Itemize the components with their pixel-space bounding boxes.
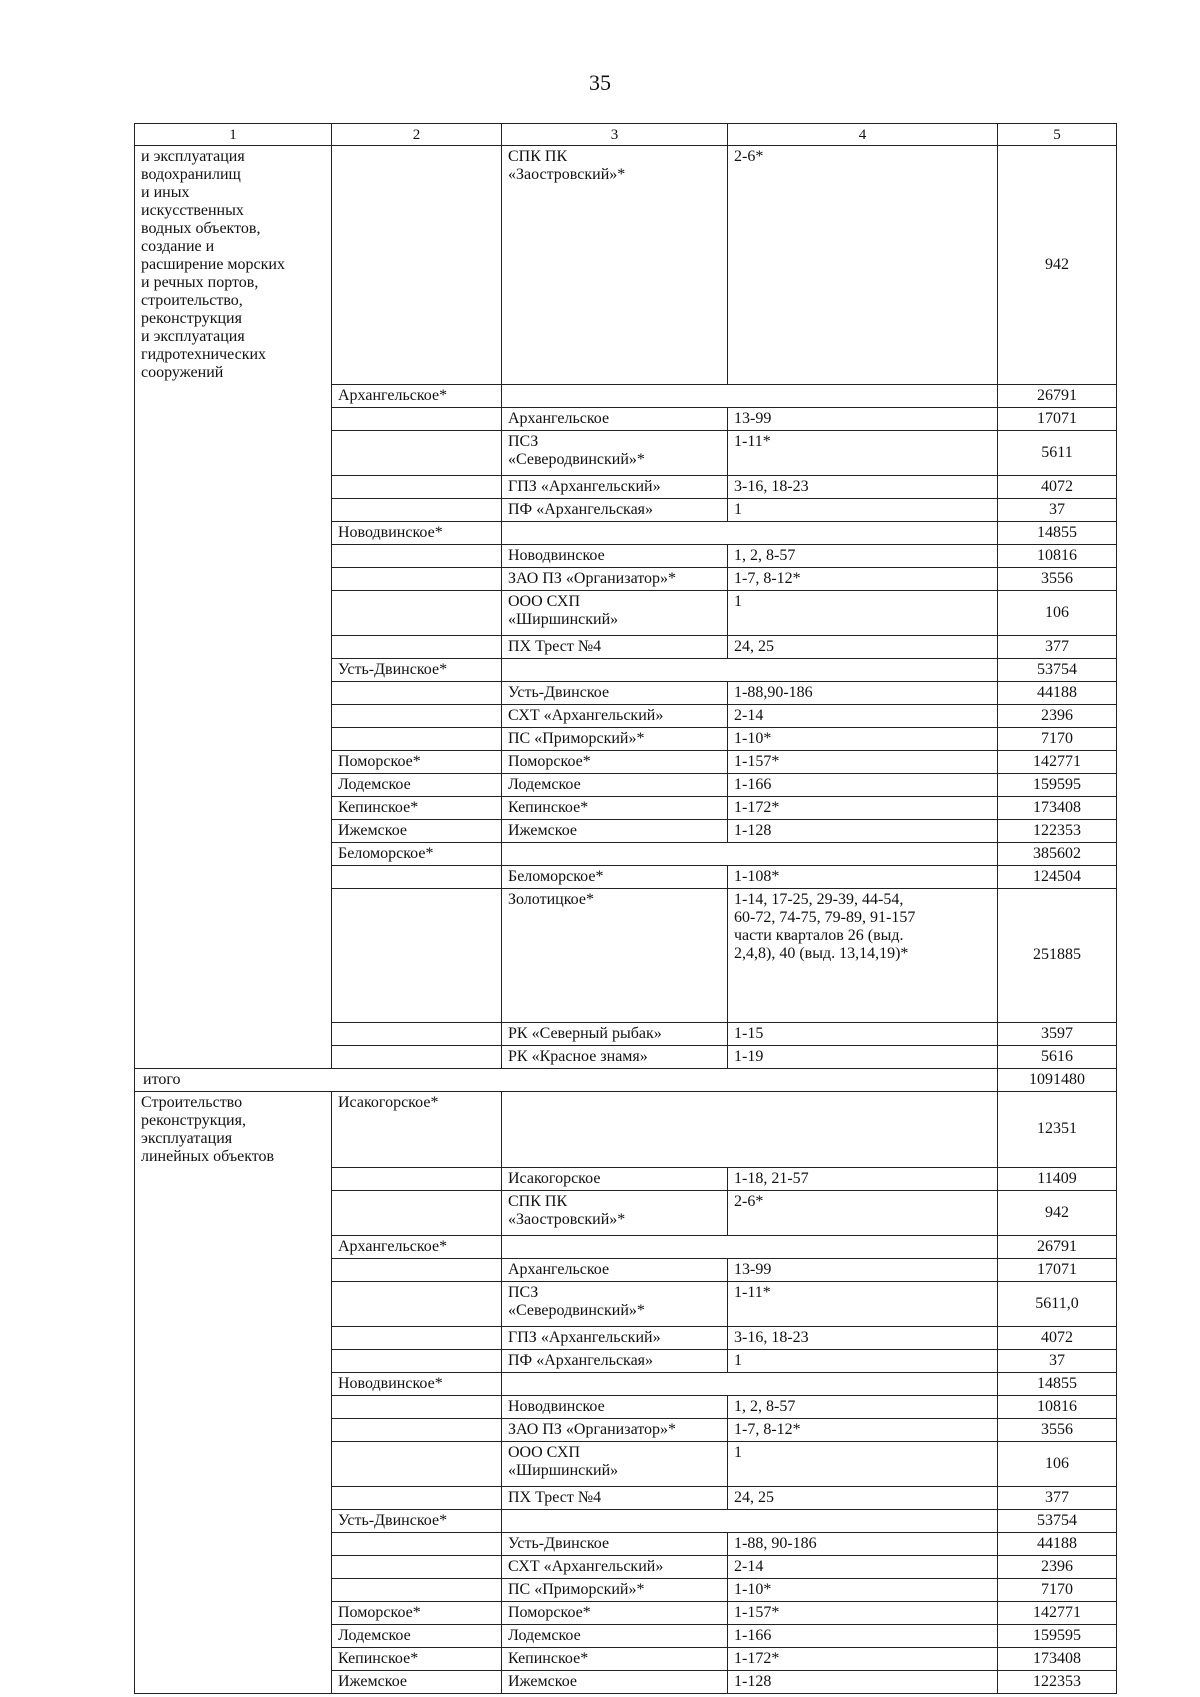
table-row xyxy=(135,1373,1117,1396)
municipality-cell: Усть-Двинское* xyxy=(332,1510,502,1533)
table-row xyxy=(135,819,1117,842)
table-row xyxy=(135,1602,1117,1625)
column-header-5: 5 xyxy=(998,124,1117,146)
purpose-cell xyxy=(135,635,332,658)
area-cell: 3556 xyxy=(998,567,1117,590)
table-row xyxy=(135,727,1117,750)
quarters-cell: 1-7, 8-12* xyxy=(728,567,998,590)
purpose-cell xyxy=(135,544,332,567)
municipality-cell: Новодвинское* xyxy=(332,521,502,544)
forestry-cell: Архангельское xyxy=(502,1259,728,1282)
municipality-cell xyxy=(332,498,502,521)
table-row xyxy=(135,1236,1117,1259)
quarters-cell: 1-11* xyxy=(728,1282,998,1327)
table-row xyxy=(135,475,1117,498)
area-cell: 17071 xyxy=(998,1259,1117,1282)
table-row xyxy=(135,1022,1117,1045)
forestry-cell: ООО СХП «Ширшинский» xyxy=(502,590,728,635)
area-cell: 3556 xyxy=(998,1419,1117,1442)
purpose-cell xyxy=(135,567,332,590)
municipality-cell xyxy=(332,635,502,658)
table-row xyxy=(135,1396,1117,1419)
quarters-cell: 1-172* xyxy=(728,1648,998,1671)
table-row xyxy=(135,544,1117,567)
area-cell: 5616 xyxy=(998,1045,1117,1068)
purpose-cell xyxy=(135,1327,332,1350)
table-row xyxy=(135,865,1117,888)
table-row xyxy=(135,407,1117,430)
forestry-cell: Новодвинское xyxy=(502,1396,728,1419)
municipality-cell xyxy=(332,727,502,750)
purpose-cell xyxy=(135,1191,332,1236)
municipality-cell: Поморское* xyxy=(332,1602,502,1625)
table-row xyxy=(135,1259,1117,1282)
purpose-cell xyxy=(135,521,332,544)
column-header-3: 3 xyxy=(502,124,728,146)
purpose-cell xyxy=(135,1396,332,1419)
area-cell: 12351 xyxy=(998,1091,1117,1168)
forestry-cell: Беломорское* xyxy=(502,865,728,888)
municipality-cell xyxy=(332,430,502,475)
municipality-cell xyxy=(332,1419,502,1442)
purpose-cell xyxy=(135,475,332,498)
purpose-cell xyxy=(135,1259,332,1282)
purpose-cell xyxy=(135,1419,332,1442)
quarters-cell: 2-14 xyxy=(728,704,998,727)
quarters-cell: 1-128 xyxy=(728,1671,998,1694)
quarters-cell: 24, 25 xyxy=(728,635,998,658)
area-cell: 10816 xyxy=(998,1396,1117,1419)
purpose-cell xyxy=(135,1022,332,1045)
area-cell: 2396 xyxy=(998,1556,1117,1579)
quarters-cell: 13-99 xyxy=(728,407,998,430)
area-cell: 26791 xyxy=(998,384,1117,407)
merged-empty-cell xyxy=(502,1091,998,1168)
purpose-cell xyxy=(135,1442,332,1487)
area-cell: 53754 xyxy=(998,658,1117,681)
area-cell: 7170 xyxy=(998,727,1117,750)
quarters-cell: 1-172* xyxy=(728,796,998,819)
purpose-cell xyxy=(135,704,332,727)
table-row xyxy=(135,773,1117,796)
quarters-cell: 1-128 xyxy=(728,819,998,842)
municipality-cell: Беломорское* xyxy=(332,842,502,865)
municipality-cell xyxy=(332,1442,502,1487)
municipality-cell xyxy=(332,1327,502,1350)
quarters-cell: 24, 25 xyxy=(728,1487,998,1510)
table-row xyxy=(135,1625,1117,1648)
table-row xyxy=(135,1533,1117,1556)
area-cell: 37 xyxy=(998,498,1117,521)
quarters-cell: 1, 2, 8-57 xyxy=(728,544,998,567)
quarters-cell: 1-19 xyxy=(728,1045,998,1068)
forestry-cell: Усть-Двинское xyxy=(502,1533,728,1556)
forestry-cell: ЗАО ПЗ «Организатор»* xyxy=(502,567,728,590)
area-cell: 942 xyxy=(998,1191,1117,1236)
purpose-cell xyxy=(135,498,332,521)
municipality-cell xyxy=(332,888,502,1022)
purpose-cell xyxy=(135,1510,332,1533)
area-cell: 377 xyxy=(998,1487,1117,1510)
area-cell: 10816 xyxy=(998,544,1117,567)
area-cell: 385602 xyxy=(998,842,1117,865)
municipality-cell: Лодемское xyxy=(332,773,502,796)
purpose-cell xyxy=(135,1671,332,1694)
quarters-cell: 1-10* xyxy=(728,1579,998,1602)
forestry-cell: Ижемское xyxy=(502,819,728,842)
quarters-cell: 1 xyxy=(728,590,998,635)
forestry-cell: Новодвинское xyxy=(502,544,728,567)
purpose-cell xyxy=(135,819,332,842)
table-row xyxy=(135,842,1117,865)
table-row xyxy=(135,658,1117,681)
purpose-cell xyxy=(135,796,332,819)
quarters-cell: 1 xyxy=(728,1442,998,1487)
purpose-cell xyxy=(135,658,332,681)
area-cell: 3597 xyxy=(998,1022,1117,1045)
purpose-cell: Строительство реконструкция, эксплуатация линейных объектов xyxy=(135,1091,332,1168)
municipality-cell xyxy=(332,1259,502,1282)
purpose-cell xyxy=(135,590,332,635)
merged-empty-cell xyxy=(502,842,998,865)
forestry-cell: СПК ПК «Заостровский»* xyxy=(502,1191,728,1236)
quarters-cell: 1-157* xyxy=(728,1602,998,1625)
municipality-cell xyxy=(332,1579,502,1602)
table-row xyxy=(135,1419,1117,1442)
area-cell: 124504 xyxy=(998,865,1117,888)
quarters-cell: 1-88, 90-186 xyxy=(728,1533,998,1556)
forestry-cell: ПХ Трест №4 xyxy=(502,635,728,658)
area-cell: 53754 xyxy=(998,1510,1117,1533)
total-row xyxy=(135,1068,1117,1091)
table-row xyxy=(135,521,1117,544)
quarters-cell: 3-16, 18-23 xyxy=(728,1327,998,1350)
table-row xyxy=(135,567,1117,590)
area-cell: 122353 xyxy=(998,819,1117,842)
municipality-cell: Лодемское xyxy=(332,1625,502,1648)
quarters-cell: 1-18, 21-57 xyxy=(728,1168,998,1191)
municipality-cell xyxy=(332,1282,502,1327)
merged-empty-cell xyxy=(502,384,998,407)
forestry-cell: ЗАО ПЗ «Организатор»* xyxy=(502,1419,728,1442)
area-cell: 173408 xyxy=(998,1648,1117,1671)
area-cell: 122353 xyxy=(998,1671,1117,1694)
purpose-cell: и эксплуатация водохранилищ и иных искусственных водных объектов, создание и расширение морских и речных портов, строительство, реконструкция и эксплуатация гидротехнических сооружений xyxy=(135,146,332,385)
purpose-cell xyxy=(135,1625,332,1648)
forestry-cell: Исакогорское xyxy=(502,1168,728,1191)
table-row xyxy=(135,750,1117,773)
forestry-cell: СХТ «Архангельский» xyxy=(502,1556,728,1579)
forestry-cell: ПФ «Архангельская» xyxy=(502,1350,728,1373)
purpose-cell xyxy=(135,384,332,407)
municipality-cell: Ижемское xyxy=(332,819,502,842)
area-cell: 251885 xyxy=(998,888,1117,1022)
forestry-cell: Усть-Двинское xyxy=(502,681,728,704)
table-row xyxy=(135,384,1117,407)
table-row xyxy=(135,1487,1117,1510)
total-label: итого xyxy=(135,1068,998,1091)
quarters-cell: 1 xyxy=(728,1350,998,1373)
area-cell: 7170 xyxy=(998,1579,1117,1602)
column-header-4: 4 xyxy=(728,124,998,146)
table-row xyxy=(135,681,1117,704)
table-row xyxy=(135,1350,1117,1373)
column-header-1: 1 xyxy=(135,124,332,146)
forestry-cell: Кепинское* xyxy=(502,796,728,819)
municipality-cell xyxy=(332,407,502,430)
municipality-cell xyxy=(332,1168,502,1191)
quarters-cell: 1-7, 8-12* xyxy=(728,1419,998,1442)
municipality-cell xyxy=(332,1045,502,1068)
quarters-cell: 3-16, 18-23 xyxy=(728,475,998,498)
merged-empty-cell xyxy=(502,1373,998,1396)
municipality-cell xyxy=(332,1556,502,1579)
table-row xyxy=(135,1282,1117,1327)
quarters-cell: 1-14, 17-25, 29-39, 44-54, 60-72, 74-75, 79-89, 91-157 части кварталов 26 (выд. 2,4,8), 40 (выд. 13,14,19)* xyxy=(728,888,998,1022)
merged-empty-cell xyxy=(502,521,998,544)
total-value: 1091480 xyxy=(998,1068,1117,1091)
municipality-cell xyxy=(332,681,502,704)
purpose-cell xyxy=(135,430,332,475)
municipality-cell xyxy=(332,1191,502,1236)
quarters-cell: 1-166 xyxy=(728,773,998,796)
purpose-cell xyxy=(135,865,332,888)
forestry-cell: ПФ «Архангельская» xyxy=(502,498,728,521)
municipality-cell: Кепинское* xyxy=(332,1648,502,1671)
quarters-cell: 1-10* xyxy=(728,727,998,750)
area-cell: 5611,0 xyxy=(998,1282,1117,1327)
table-row xyxy=(135,590,1117,635)
area-cell: 37 xyxy=(998,1350,1117,1373)
table-row xyxy=(135,498,1117,521)
forestry-cell: ПХ Трест №4 xyxy=(502,1487,728,1510)
purpose-cell xyxy=(135,681,332,704)
forestry-cell: ООО СХП «Ширшинский» xyxy=(502,1442,728,1487)
table-row xyxy=(135,1045,1117,1068)
area-cell: 159595 xyxy=(998,1625,1117,1648)
forestry-cell: ПС «Приморский»* xyxy=(502,727,728,750)
merged-empty-cell xyxy=(502,1510,998,1533)
purpose-cell xyxy=(135,1045,332,1068)
municipality-cell xyxy=(332,1396,502,1419)
purpose-cell xyxy=(135,1282,332,1327)
table-row xyxy=(135,1556,1117,1579)
purpose-cell xyxy=(135,1350,332,1373)
merged-empty-cell xyxy=(502,1236,998,1259)
quarters-cell: 1-15 xyxy=(728,1022,998,1045)
area-cell: 377 xyxy=(998,635,1117,658)
forestry-cell: ПС «Приморский»* xyxy=(502,1579,728,1602)
table-row xyxy=(135,1442,1117,1487)
purpose-cell xyxy=(135,407,332,430)
municipality-cell xyxy=(332,704,502,727)
municipality-cell: Поморское* xyxy=(332,750,502,773)
purpose-cell xyxy=(135,888,332,1022)
municipality-cell: Ижемское xyxy=(332,1671,502,1694)
purpose-cell xyxy=(135,842,332,865)
area-cell: 142771 xyxy=(998,750,1117,773)
forestry-cell: Золотицкое* xyxy=(502,888,728,1022)
purpose-cell xyxy=(135,1533,332,1556)
municipality-cell xyxy=(332,146,502,385)
quarters-cell: 1, 2, 8-57 xyxy=(728,1396,998,1419)
area-cell: 5611 xyxy=(998,430,1117,475)
purpose-cell xyxy=(135,1648,332,1671)
table-row xyxy=(135,888,1117,1022)
table-body xyxy=(135,124,1117,1694)
forestry-cell: РК «Северный рыбак» xyxy=(502,1022,728,1045)
municipality-cell xyxy=(332,475,502,498)
merged-empty-cell xyxy=(502,658,998,681)
area-cell: 106 xyxy=(998,1442,1117,1487)
table-row xyxy=(135,1191,1117,1236)
forestry-cell: ГПЗ «Архангельский» xyxy=(502,1327,728,1350)
area-cell: 44188 xyxy=(998,1533,1117,1556)
municipality-cell: Исакогорское* xyxy=(332,1091,502,1168)
quarters-cell: 13-99 xyxy=(728,1259,998,1282)
area-cell: 4072 xyxy=(998,475,1117,498)
area-cell: 17071 xyxy=(998,407,1117,430)
table-row xyxy=(135,704,1117,727)
quarters-cell: 1-88,90-186 xyxy=(728,681,998,704)
table-row xyxy=(135,796,1117,819)
column-header-2: 2 xyxy=(332,124,502,146)
area-cell: 14855 xyxy=(998,521,1117,544)
municipality-cell xyxy=(332,1487,502,1510)
forestry-cell: Лодемское xyxy=(502,773,728,796)
table-row xyxy=(135,1168,1117,1191)
area-cell: 173408 xyxy=(998,796,1117,819)
quarters-cell: 1-11* xyxy=(728,430,998,475)
forestry-cell: СПК ПК «Заостровский»* xyxy=(502,146,728,385)
municipality-cell: Архангельское* xyxy=(332,384,502,407)
municipality-cell xyxy=(332,1350,502,1373)
purpose-cell xyxy=(135,1602,332,1625)
municipality-cell xyxy=(332,865,502,888)
purpose-cell xyxy=(135,1236,332,1259)
table-row xyxy=(135,635,1117,658)
municipality-cell xyxy=(332,567,502,590)
purpose-cell xyxy=(135,1487,332,1510)
purpose-cell xyxy=(135,1373,332,1396)
forestry-cell: Ижемское xyxy=(502,1671,728,1694)
forestry-cell: ПСЗ «Северодвинский»* xyxy=(502,1282,728,1327)
forestry-cell: Лодемское xyxy=(502,1625,728,1648)
area-cell: 2396 xyxy=(998,704,1117,727)
purpose-cell xyxy=(135,1556,332,1579)
forestry-cell: ПСЗ «Северодвинский»* xyxy=(502,430,728,475)
table-row xyxy=(135,1579,1117,1602)
forestry-cell: Архангельское xyxy=(502,407,728,430)
area-cell: 106 xyxy=(998,590,1117,635)
quarters-cell: 2-6* xyxy=(728,146,998,385)
forestry-cell: СХТ «Архангельский» xyxy=(502,704,728,727)
table-row xyxy=(135,1648,1117,1671)
area-cell: 44188 xyxy=(998,681,1117,704)
forestry-cell: Поморское* xyxy=(502,1602,728,1625)
municipality-cell: Архангельское* xyxy=(332,1236,502,1259)
table-row xyxy=(135,146,1117,385)
quarters-cell: 1-166 xyxy=(728,1625,998,1648)
area-cell: 11409 xyxy=(998,1168,1117,1191)
purpose-cell xyxy=(135,750,332,773)
table-row xyxy=(135,1327,1117,1350)
table-row xyxy=(135,1671,1117,1694)
municipality-cell xyxy=(332,544,502,567)
area-cell: 4072 xyxy=(998,1327,1117,1350)
municipality-cell: Кепинское* xyxy=(332,796,502,819)
purpose-cell xyxy=(135,773,332,796)
municipality-cell: Усть-Двинское* xyxy=(332,658,502,681)
area-cell: 14855 xyxy=(998,1373,1117,1396)
area-cell: 26791 xyxy=(998,1236,1117,1259)
table-row xyxy=(135,1091,1117,1168)
purpose-cell xyxy=(135,1579,332,1602)
quarters-cell: 1-108* xyxy=(728,865,998,888)
municipality-cell: Новодвинское* xyxy=(332,1373,502,1396)
area-cell: 159595 xyxy=(998,773,1117,796)
quarters-cell: 1 xyxy=(728,498,998,521)
table-header-row xyxy=(135,124,1117,146)
area-cell: 942 xyxy=(998,146,1117,385)
forestry-cell: Кепинское* xyxy=(502,1648,728,1671)
quarters-cell: 2-14 xyxy=(728,1556,998,1579)
municipality-cell xyxy=(332,590,502,635)
forestry-cell: ГПЗ «Архангельский» xyxy=(502,475,728,498)
municipality-cell xyxy=(332,1022,502,1045)
purpose-cell xyxy=(135,1168,332,1191)
table-row xyxy=(135,430,1117,475)
area-cell: 142771 xyxy=(998,1602,1117,1625)
table-row xyxy=(135,1510,1117,1533)
page-number: 35 xyxy=(589,70,611,95)
forest-allocation-table xyxy=(134,123,1117,1694)
municipality-cell xyxy=(332,1533,502,1556)
quarters-cell: 1-157* xyxy=(728,750,998,773)
quarters-cell: 2-6* xyxy=(728,1191,998,1236)
purpose-cell xyxy=(135,727,332,750)
forestry-cell: Поморское* xyxy=(502,750,728,773)
forestry-cell: РК «Красное знамя» xyxy=(502,1045,728,1068)
